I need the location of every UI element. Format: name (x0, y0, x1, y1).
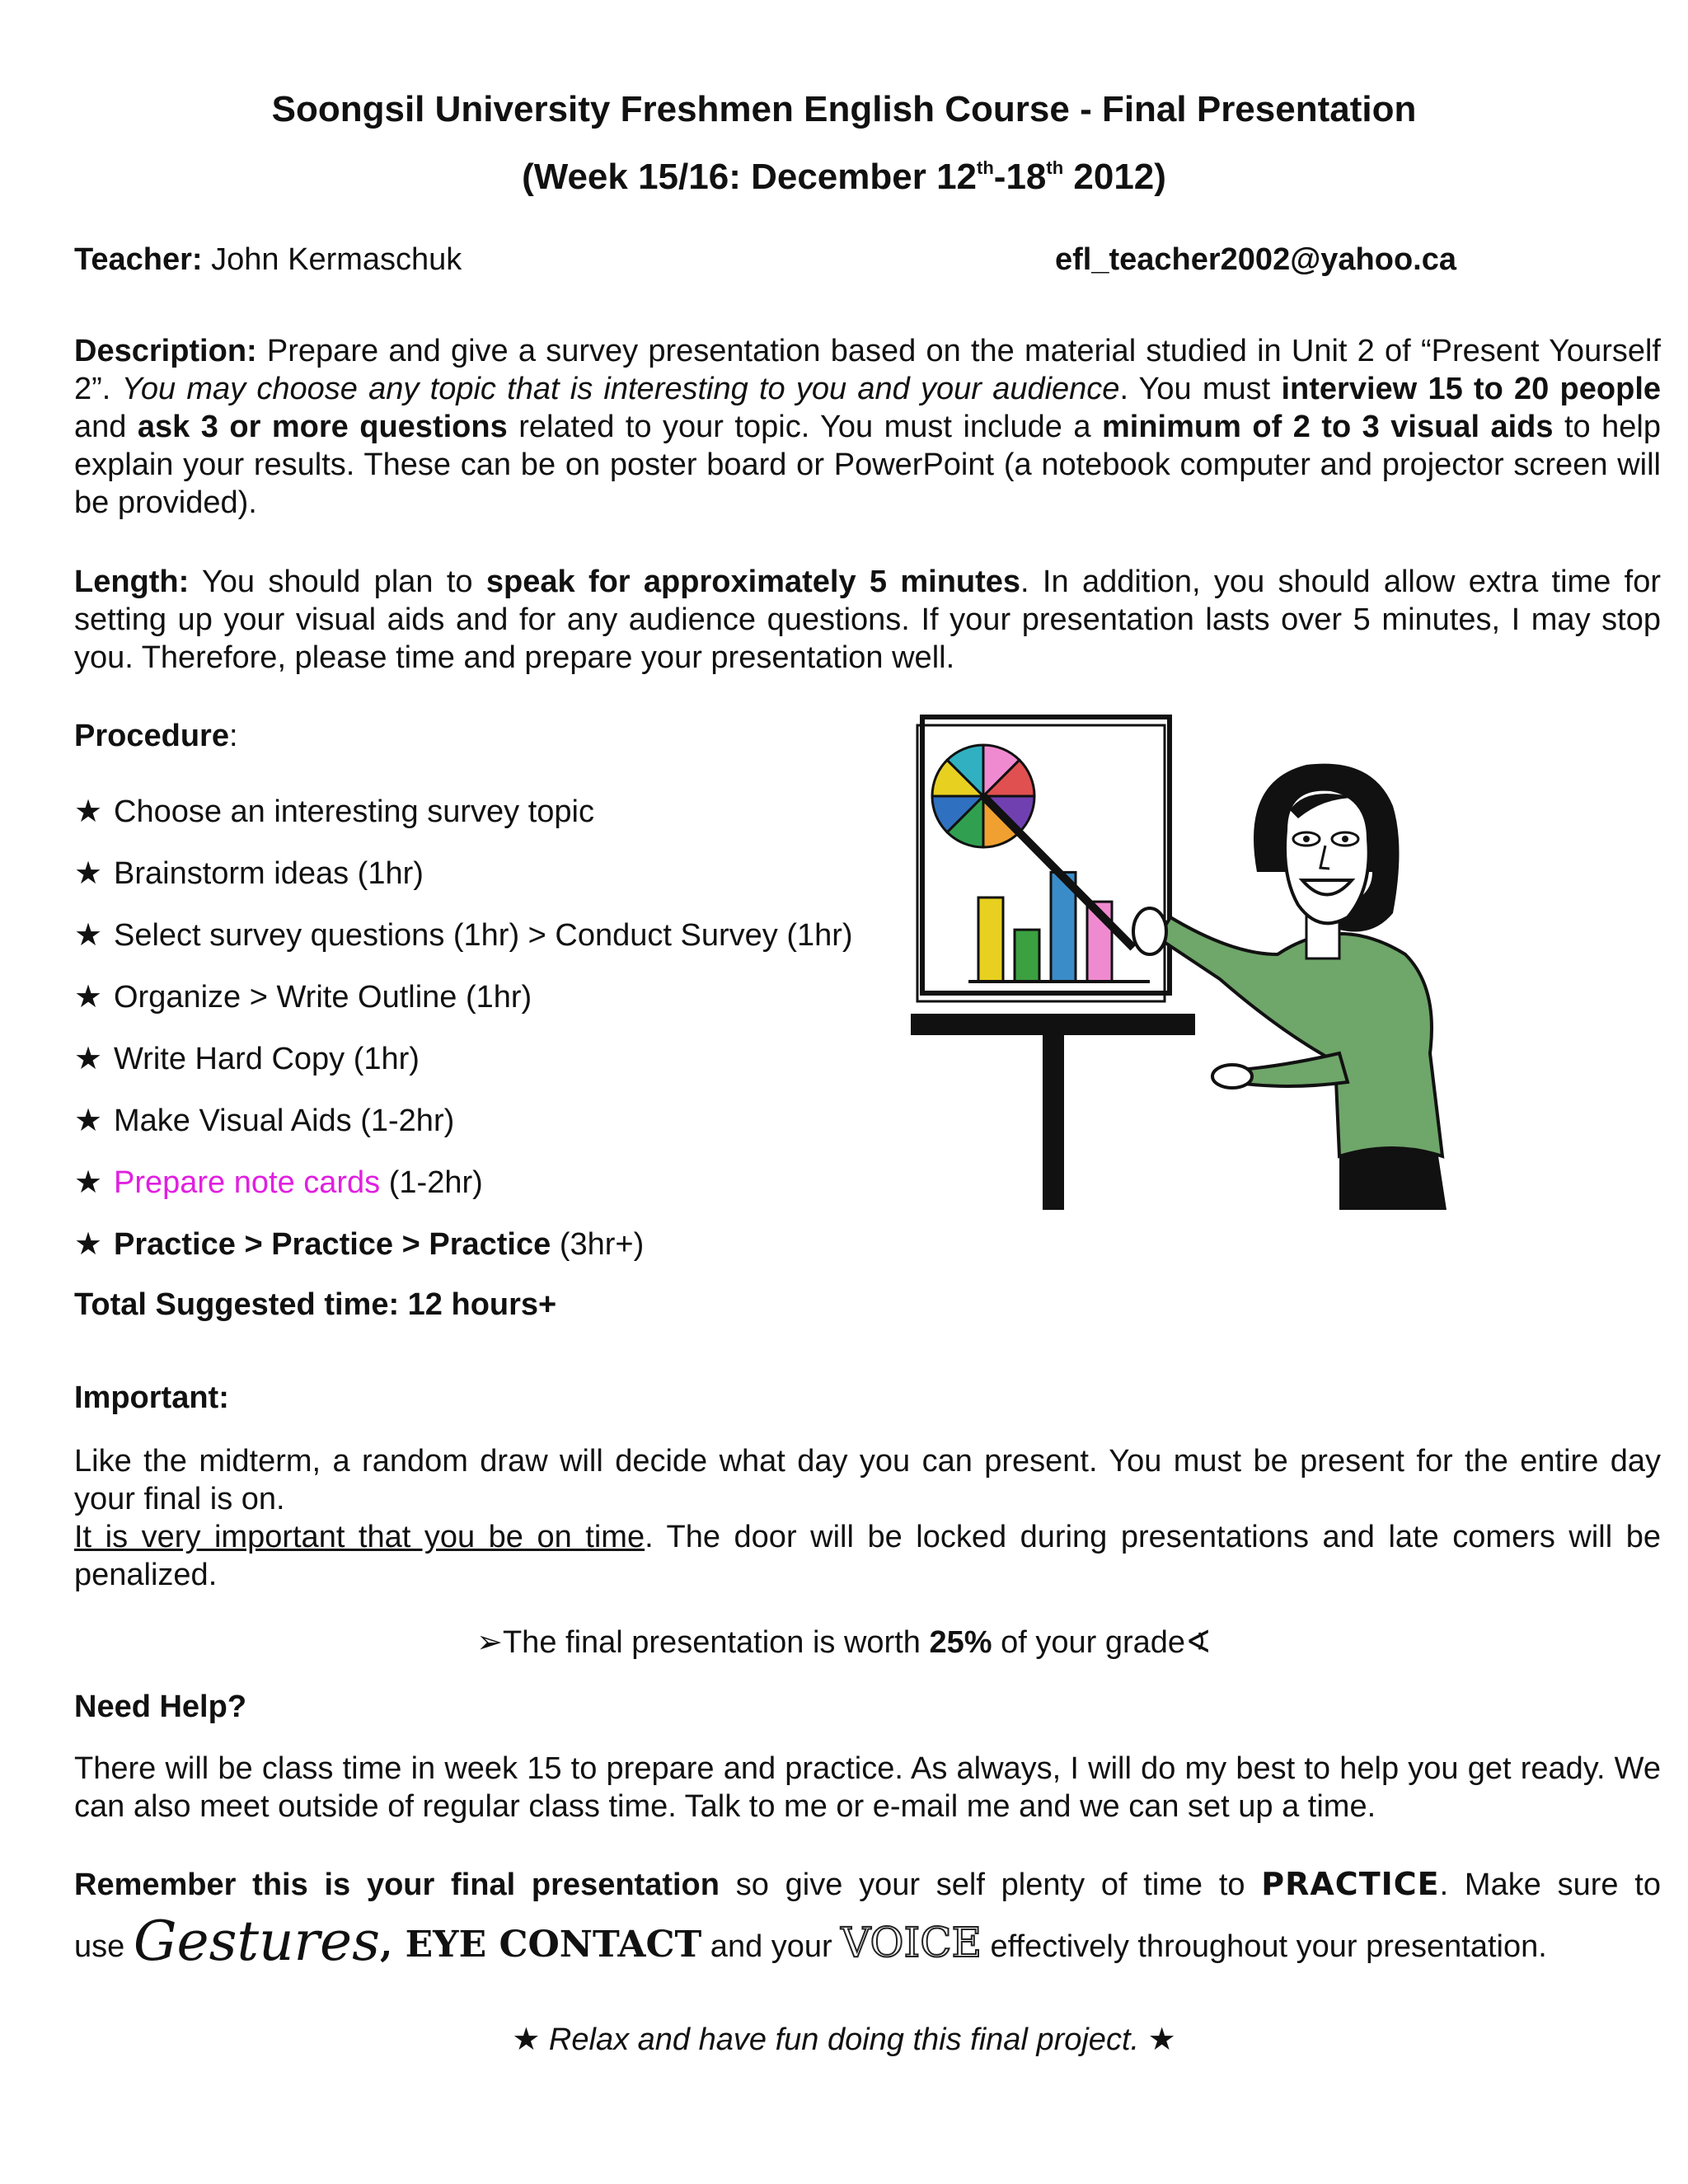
page-subtitle-dates (0, 157, 1688, 198)
text: related to your topic. You must include a (507, 410, 1102, 444)
text: use (74, 1929, 134, 1964)
text: , (380, 1924, 406, 1966)
voice-word: VOICE (841, 1919, 982, 1966)
total-suggested-time: Total Suggested time: 12 hours+ (74, 1287, 557, 1322)
list-item (74, 916, 853, 978)
colon: : (228, 719, 238, 753)
closing-line: ★ Relax and have fun doing this final project. ★ (512, 2022, 1176, 2057)
text: Like the midterm, a random draw will decide what day you can present. You must be present for the entire day your final is on. (74, 1444, 1661, 1516)
star-icon: ★ (74, 1104, 103, 1138)
text: effectively throughout your presentation. (981, 1929, 1547, 1964)
list-item-text: Brainstorm ideas (1hr) (114, 856, 424, 891)
grade-worth-line (0, 1624, 1688, 1661)
text: . In addition, you should allow extra time for setting up your visual aids and for any audience questions. If your presentation lasts over 5 minutes, I may stop you. Therefore, please time and prepare your presentation well. (74, 565, 1661, 675)
text-bold: Remember this is your final presentation (74, 1868, 720, 1902)
practice-word: PRACTICE (1261, 1866, 1440, 1902)
teacher-email[interactable]: efl_teacher2002@yahoo.ca (1055, 242, 1456, 277)
star-icon: ★ (74, 1227, 103, 1262)
help-heading: Need Help? (74, 1690, 247, 1724)
text-underlined: It is very important that you be on time (74, 1520, 645, 1554)
shirt (1158, 917, 1442, 1156)
list-item-text-bold: Practice > Practice > Practice (114, 1227, 551, 1262)
text: The final presentation is worth (502, 1625, 930, 1660)
pointing-hand (1133, 908, 1166, 954)
skirt (1339, 1145, 1447, 1210)
procedure-list (74, 793, 853, 1287)
remember-line-2 (74, 1909, 1661, 1975)
subtitle-text: -18 (993, 157, 1047, 197)
text: . Make sure to (1439, 1868, 1661, 1902)
list-item-text: Organize > Write Outline (1hr) (114, 980, 532, 1015)
teacher-presenting-chart-illustration (911, 707, 1447, 1210)
text-bold: minimum of 2 to 3 visual aids (1101, 410, 1554, 444)
bar (1015, 930, 1039, 982)
list-item (74, 1040, 853, 1102)
eye-contact-word: EYE CONTACT (405, 1924, 702, 1966)
list-item (74, 1102, 853, 1164)
star-icon: ★ (74, 918, 103, 953)
list-item (74, 1226, 853, 1287)
list-item (74, 978, 853, 1040)
list-item-text: (3hr+) (551, 1227, 645, 1262)
text: You should plan to (189, 565, 486, 599)
list-item-text: Write Hard Copy (1hr) (114, 1042, 420, 1076)
text: so give your self plenty of time to (719, 1868, 1262, 1902)
star-icon: ★ (74, 1042, 103, 1076)
left-pupil (1303, 836, 1310, 842)
teacher-label: Teacher: (74, 242, 203, 277)
text: of your grade (992, 1625, 1186, 1660)
page-title: Soongsil University Freshmen English Course - Final Presentation (271, 89, 1417, 129)
text: . The door will be locked during presentations and late comers will be penalized. (74, 1520, 1661, 1592)
help-paragraph: There will be class time in week 15 to prepare and practice. As always, I will do my best to help you get ready. We can also meet outside of regular class time. Talk to me or e-mail me and we can set up a time. (74, 1751, 1661, 1824)
subtitle-text: (Week 15/16: December 12 (522, 157, 978, 197)
important-paragraph (74, 1442, 1661, 1594)
teacher-name: John Kermaschuk (202, 242, 462, 277)
list-item-text: Select survey questions (1hr) > Conduct Survey (1hr) (114, 918, 853, 953)
text-bold: ask 3 or more questions (137, 410, 508, 444)
description-paragraph (74, 332, 1661, 522)
text-italic: You may choose any topic that is interesting to you and your audience (121, 372, 1120, 406)
important-heading: Important: (74, 1380, 229, 1415)
list-item (74, 855, 853, 916)
list-item-text: Choose an interesting survey topic (114, 794, 594, 829)
easel-leg (1043, 1035, 1064, 1210)
text: and your (701, 1929, 842, 1964)
easel-shelf (911, 1014, 1195, 1035)
procedure-label: Procedure (74, 719, 229, 753)
star-icon: ★ (74, 980, 103, 1015)
star-icon: ★ (74, 1165, 103, 1200)
text: to help explain your results. These can be on poster board or PowerPoint (a notebook computer and projector screen will be provided). (74, 410, 1662, 520)
right-pupil (1342, 836, 1348, 842)
star-icon: ★ (74, 856, 103, 891)
list-item (74, 793, 853, 855)
list-item-text: Make Visual Aids (1-2hr) (114, 1104, 455, 1138)
text: . You must (1119, 372, 1282, 406)
remember-line (74, 1865, 1661, 1904)
list-item-text-highlighted: Prepare note cards (114, 1165, 381, 1200)
arrow-right-icon: ➢ (476, 1625, 503, 1660)
text-bold: speak for approximately 5 minutes (485, 565, 1021, 599)
star-icon: ★ (74, 794, 103, 829)
text-bold: interview 15 to 20 people (1281, 372, 1662, 406)
hand (1212, 1065, 1252, 1088)
gestures-word: Gestures (133, 1910, 380, 1973)
list-item-text: (1-2hr) (380, 1165, 483, 1200)
superscript: th (977, 157, 994, 178)
description-label: Description: (74, 334, 257, 368)
arrow-left-icon: ∢ (1185, 1625, 1212, 1660)
text: Prepare and give a survey presentation based on the material studied in Unit 2 of “Present Yourself 2”. (74, 334, 1661, 406)
subtitle-text: 2012) (1063, 157, 1166, 197)
list-item (74, 1164, 853, 1226)
text-bold: 25% (929, 1625, 992, 1660)
superscript: th (1046, 157, 1064, 178)
bar (978, 898, 1003, 982)
text: and (74, 410, 138, 444)
length-label: Length: (74, 565, 190, 599)
length-paragraph (74, 563, 1661, 677)
